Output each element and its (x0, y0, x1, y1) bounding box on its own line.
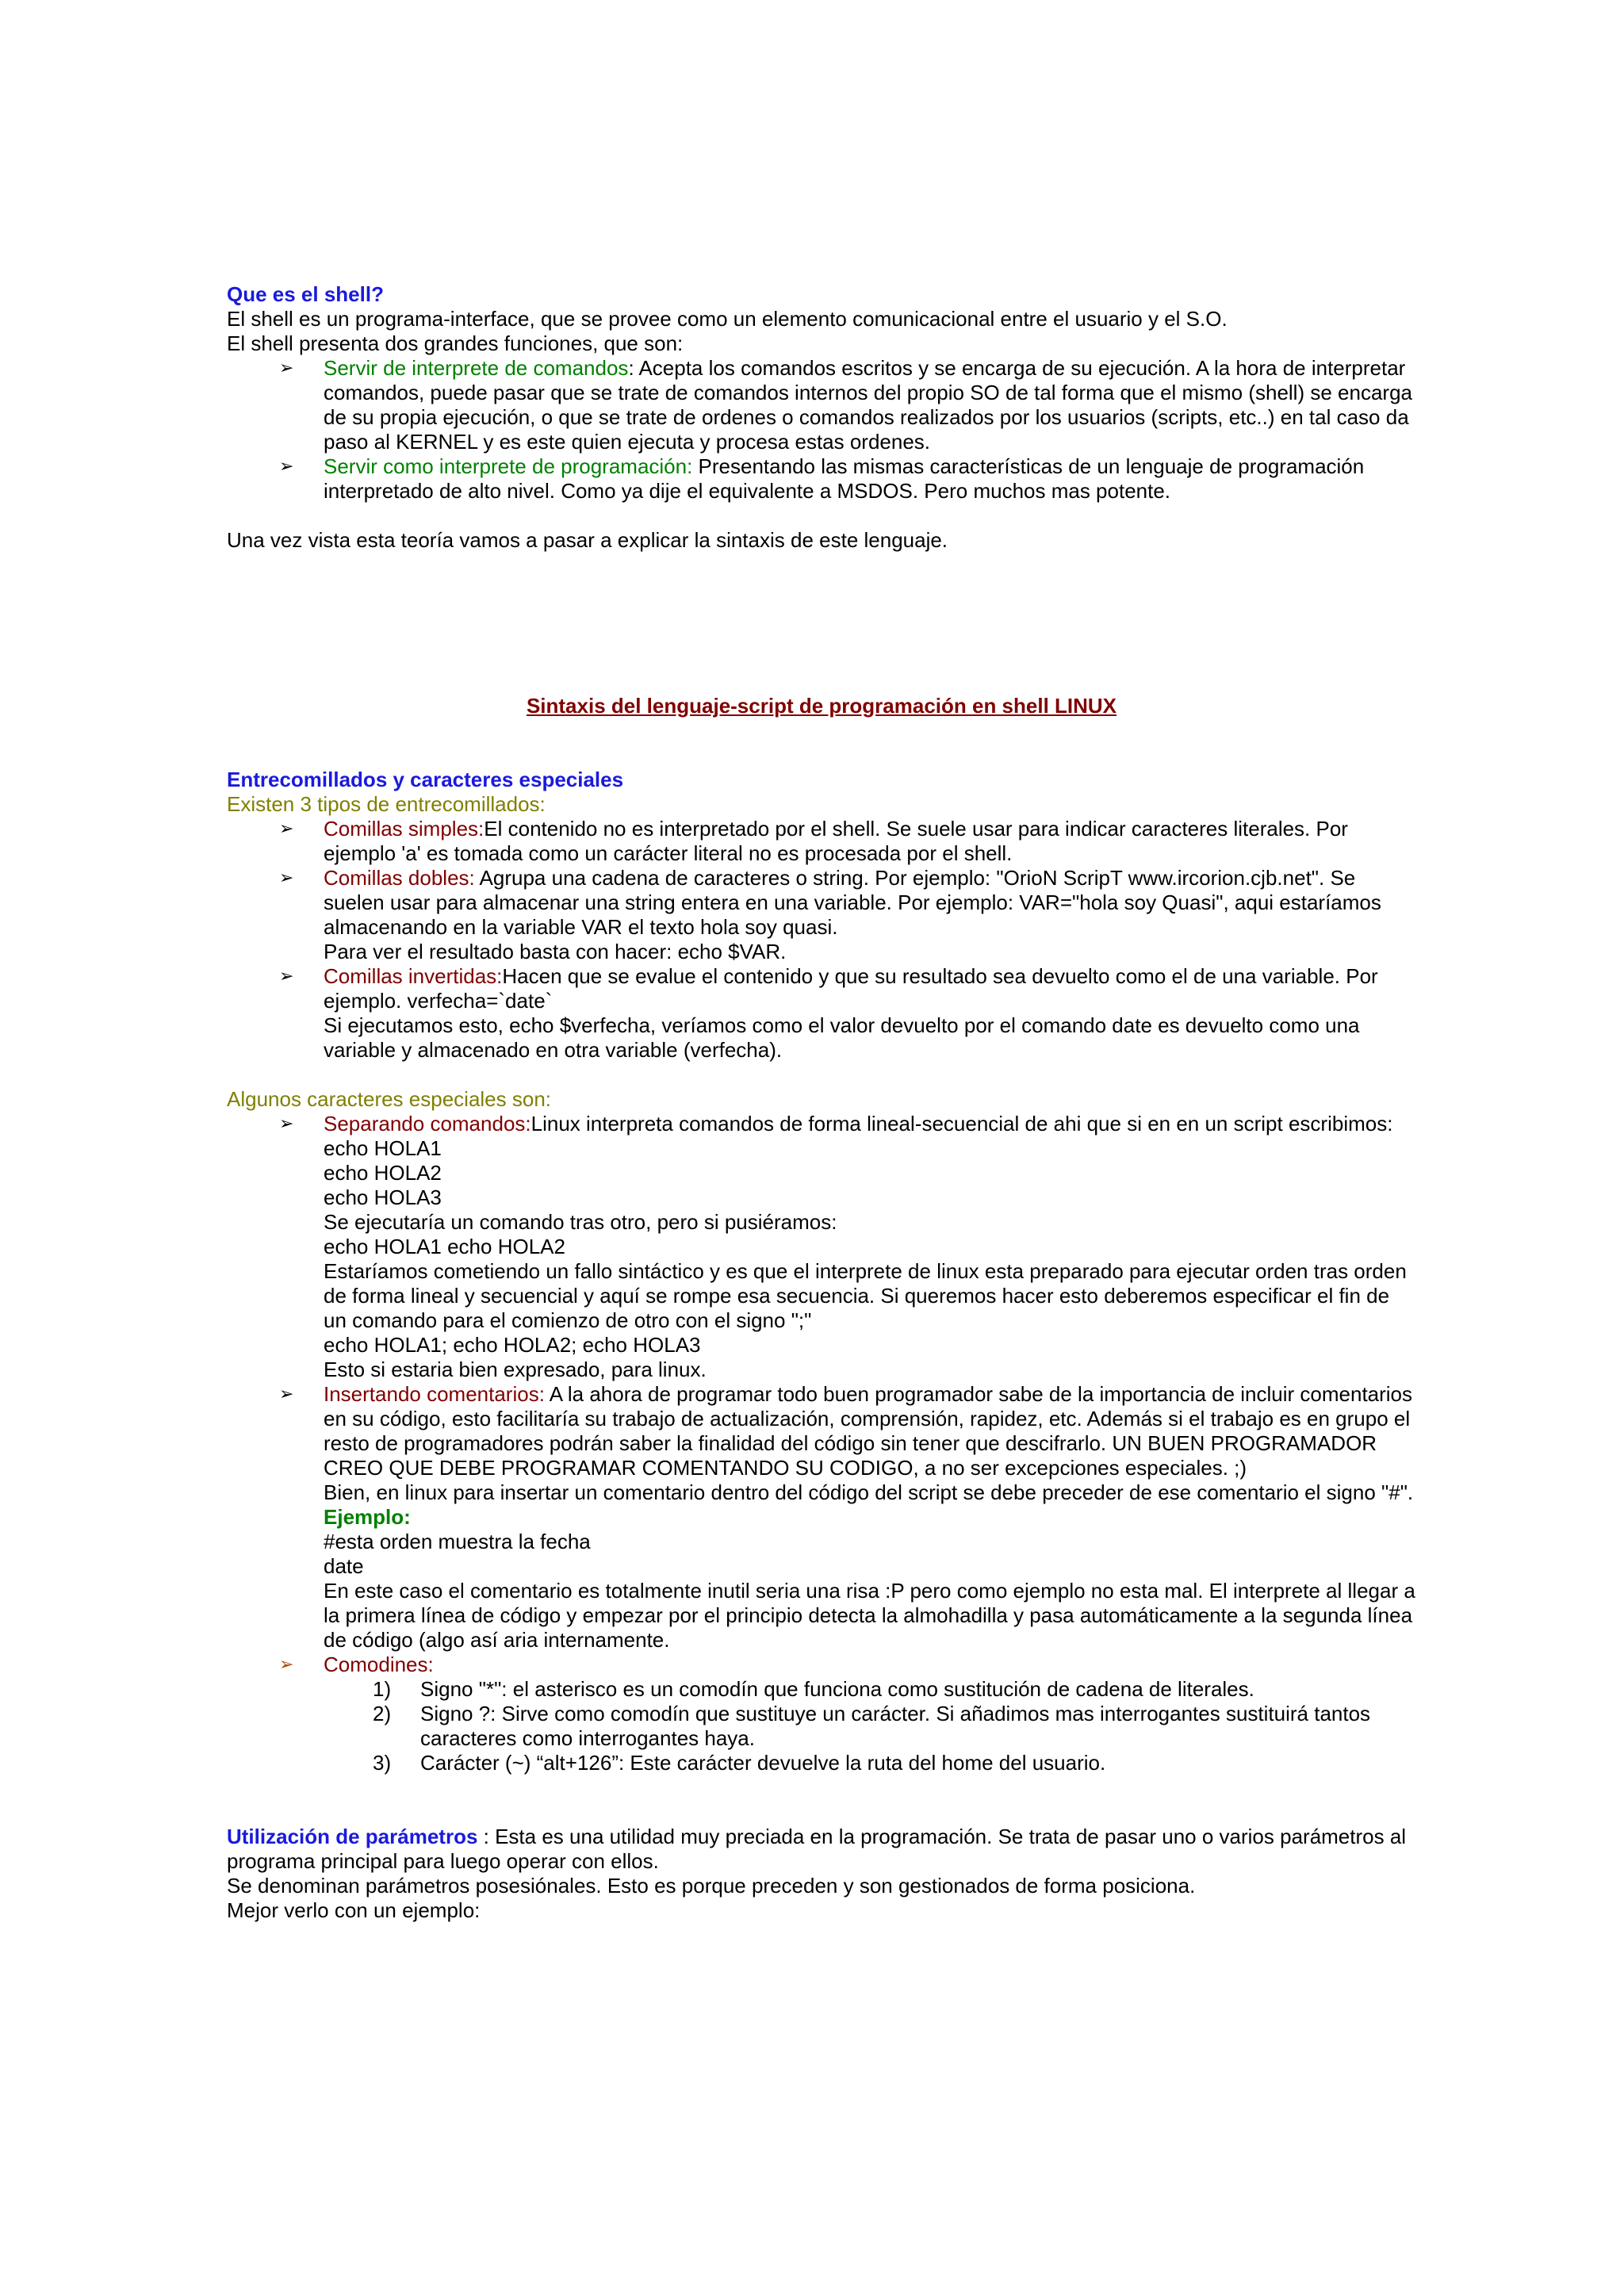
list-item (279, 817, 1416, 866)
item-text: Bien, en linux para insertar un comentario dentro del código del script se debe preceder de ese comentario el signo "#". (324, 1480, 1414, 1504)
code-line: echo HOLA3 (324, 1185, 442, 1209)
code-line: echo HOLA1; echo HOLA2; echo HOLA3 (324, 1333, 701, 1357)
heading-que-es-shell: Que es el shell? (227, 282, 384, 306)
subheading: Algunos caracteres especiales son: (227, 1087, 552, 1111)
list-item (279, 454, 1416, 504)
special-chars-list (227, 1112, 1416, 1775)
item-text: Si ejecutamos esto, echo $verfecha, veríamos como el valor devuelto por el comando date es devuelto como una variable y almacenado en otra variable (verfecha). (324, 1013, 1360, 1062)
arrow-bullet-icon: ➢ (279, 457, 294, 477)
item-text: Signo ?: Sirve como comodín que sustituye un carácter. Si añadimos mas interrogantes sustituirá tantos caracteres como interrogantes haya. (420, 1702, 1371, 1750)
wildcards-list (324, 1677, 1416, 1775)
paragraph-text: : Esta es una utilidad muy preciada en la programación. Se trata de pasar uno o varios parámetros al programa principal para luego operar con ellos. (227, 1825, 1407, 1873)
code-line: date (324, 1554, 364, 1578)
shell-functions-list (227, 356, 1416, 504)
arrow-bullet-icon: ➢ (279, 819, 294, 839)
item-text: Carácter (~) “alt+126”: Este carácter devuelve la ruta del home del usuario. (420, 1751, 1106, 1775)
item-label: Separando comandos: (324, 1112, 531, 1136)
item-label: Insertando comentarios: (324, 1382, 545, 1406)
list-item (279, 1653, 1416, 1775)
item-text: Hacen que se evalue el contenido y que su resultado sea devuelto como el de una variable. Por ejemplo. verfecha=`date` (324, 964, 1378, 1013)
item-number: 2) (373, 1702, 392, 1725)
arrow-bullet-icon: ➢ (279, 1655, 294, 1675)
item-text: Se ejecutaría un comando tras otro, pero si pusiéramos: (324, 1210, 837, 1234)
item-text: Presentando las mismas características de un lenguaje de programación interpretado de alto nivel. Como ya dije el equivalente a MSDOS. Pero muchos mas potente. (324, 454, 1365, 503)
item-label: Comodines: (324, 1653, 434, 1676)
item-number: 1) (373, 1677, 392, 1701)
item-label: Comillas dobles: (324, 866, 475, 890)
heading-parametros: Utilización de parámetros (227, 1825, 478, 1848)
arrow-bullet-icon: ➢ (279, 868, 294, 888)
arrow-bullet-icon: ➢ (279, 358, 294, 378)
list-item (279, 1112, 1416, 1382)
code-line: echo HOLA1 (324, 1136, 442, 1160)
numbered-item (373, 1677, 1416, 1702)
document-body (227, 282, 1416, 1923)
arrow-bullet-icon: ➢ (279, 1114, 294, 1134)
item-text: Esto si estaria bien expresado, para linux. (324, 1358, 707, 1381)
item-label: Comillas invertidas: (324, 964, 503, 988)
item-label: Servir como interprete de programación: (324, 454, 693, 478)
item-text: El contenido no es interpretado por el shell. Se suele usar para indicar caracteres literales. Por ejemplo 'a' es tomada como un carácter literal no es procesada por el shell. (324, 817, 1348, 865)
numbered-item (373, 1751, 1416, 1775)
numbered-item (373, 1702, 1416, 1751)
list-item (279, 356, 1416, 454)
paragraph: Una vez vista esta teoría vamos a pasar a explicar la sintaxis de este lenguaje. (227, 528, 948, 552)
subheading: Existen 3 tipos de entrecomillados: (227, 792, 546, 816)
paragraph: El shell es un programa-interface, que se provee como un elemento comunicacional entre el usuario y el S.O. (227, 307, 1228, 331)
heading-entrecomillados: Entrecomillados y caracteres especiales (227, 768, 624, 791)
item-label: Comillas simples: (324, 817, 485, 841)
code-line: echo HOLA1 echo HOLA2 (324, 1235, 565, 1258)
paragraph: Se denominan parámetros posesiónales. Esto es porque preceden y son gestionados de forma posiciona. (227, 1874, 1196, 1898)
list-item (279, 866, 1416, 964)
paragraph-parametros (227, 1825, 1416, 1874)
item-text: Signo "*": el asterisco es un comodín que funciona como sustitución de cadena de literales. (420, 1677, 1254, 1701)
item-number: 3) (373, 1751, 392, 1775)
list-item (279, 1382, 1416, 1653)
item-label: Servir de interprete de comandos (324, 356, 629, 380)
arrow-bullet-icon: ➢ (279, 967, 294, 986)
paragraph: Mejor verlo con un ejemplo: (227, 1898, 481, 1922)
paragraph: El shell presenta dos grandes funciones, que son: (227, 331, 684, 355)
item-text: En este caso el comentario es totalmente inutil seria una risa :P pero como ejemplo no esta mal. El interprete al llegar a la primera línea de código y empezar por el principio detecta la almohadilla y pasa automáticamente a la segunda línea de código (algo así aria internamente. (324, 1579, 1415, 1652)
quotes-list (227, 817, 1416, 1063)
item-text: Estaríamos cometiendo un fallo sintáctico y es que el interprete de linux esta preparado para ejecutar orden tras orden de forma lineal y secuencial y aquí se rompe esa secuencia. Si queremos hacer esto deberemos especificar el fin de un comando para el comienzo de otro con el signo ";" (324, 1259, 1407, 1332)
item-text: Linux interpreta comandos de forma lineal-secuencial de ahi que si en en un script escribimos: (530, 1112, 1393, 1136)
item-text: Para ver el resultado basta con hacer: echo $VAR. (324, 940, 787, 963)
item-text: : Acepta los comandos escritos y se encarga de su ejecución. A la hora de interpretar comandos, puede pasar que se trate de comandos internos del propio SO de tal forma que el mismo (shell) se encarga de su propia ejecución, o que se trate de ordenes o comandos realizados por los usuarios (scripts, etc..) en tal caso da paso al KERNEL y es este quien ejecuta y procesa estas ordenes. (324, 356, 1412, 454)
item-text: Agrupa una cadena de caracteres o string. Por ejemplo: "OrioN ScripT www.ircorion.cjb.net". Se suelen usar para almacenar una string entera en una variable. Por ejemplo: VAR="hola soy Quasi", aqui estaríamos almacenando en la variable VAR el texto hola soy quasi. (324, 866, 1381, 939)
arrow-bullet-icon: ➢ (279, 1384, 294, 1404)
item-text: A la ahora de programar todo buen programador sabe de la importancia de incluir comentarios en su código, esto facilitaría su trabajo de actualización, comprensión, rapidez, etc. Además si el trabajo es en grupo el resto de programadores podrán saber la finalidad del código sin tener que descifrarlo. UN BUEN PROGRAMADOR CREO QUE DEBE PROGRAMAR COMENTANDO SU CODIGO, a no ser excepciones especiales. ;) (324, 1382, 1413, 1480)
example-label: Ejemplo: (324, 1505, 411, 1529)
document-title: Sintaxis del lenguaje-script de programación en shell LINUX (526, 694, 1117, 718)
code-line: #esta orden muestra la fecha (324, 1530, 591, 1553)
list-item (279, 964, 1416, 1063)
code-line: echo HOLA2 (324, 1161, 442, 1185)
